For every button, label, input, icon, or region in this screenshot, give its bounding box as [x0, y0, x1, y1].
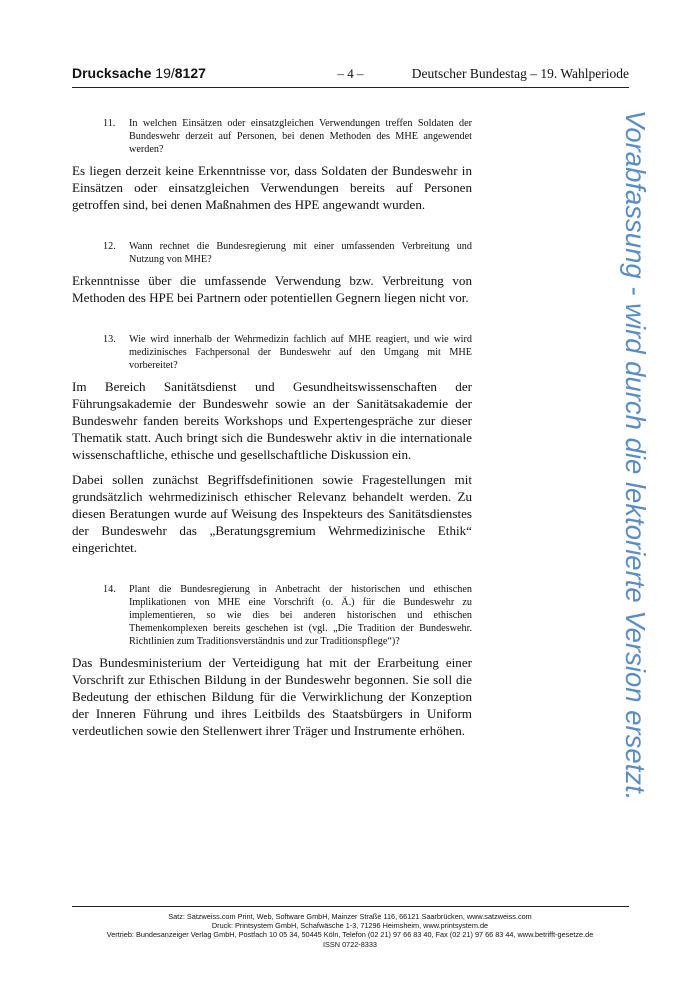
footer-printing: Druck: Printsystem GmbH, Schafwäsche 1-3, 71296 Heimsheim, www.printsystem.de [211, 921, 489, 931]
draft-watermark: Vorabfassung - wird durch die lektorierte Version ersetzt. [620, 110, 651, 801]
question-text: Plant die Bundesregierung in Anbetracht der historischen und ethischen Implikationen von MHE eine Vorschrift (o. Ä.) für die Bundeswehr zu implementieren, so wie dies bei anderen historischen und ethischen Themenkomplexen bereits geschehen ist (vgl. „Die Tradition der Bundeswehr. Richtlinien zum Traditionsverständnis und zur Traditionspflege“)? [129, 584, 472, 647]
footer-issn: ISSN 0722-8333 [323, 939, 377, 949]
question-14 [72, 583, 472, 648]
question-11 [72, 117, 472, 156]
answer-14: Das Bundesministerium der Verteidigung hat mit der Erarbeitung einer Vorschrift zur Ethischen Bildung in der Bundeswehr begonnen. Sie soll die Bedeutung der ethischen Bildung für die Verwirklichung der Konzeption der Inneren Führung und ihres Leitbilds des Staatsbürgers in Uniform verdeutlichen sowie den Stellenwert ihrer Träger und Instrumente erhöhen. [72, 655, 472, 738]
drucksache-label: Drucksache [72, 65, 152, 81]
footer-typesetting: Satz: Satzweiss.com Print, Web, Software GmbH, Mainzer Straße 116, 66121 Saarbrücken, www.satzweiss.com [168, 912, 532, 921]
answer-12: Erkenntnisse über die umfassende Verwendung bzw. Verbreitung von Methoden des HPE bei Partnern oder potentiellen Gegnern liegen nicht vor. [72, 273, 472, 305]
question-number: 11. [103, 118, 116, 129]
publisher: Deutscher Bundestag – 19. Wahlperiode [411, 66, 629, 81]
question-text: In welchen Einsätzen oder einsatzgleichen Verwendungen treffen Soldaten der Bundeswehr derzeit auf Personen, bei denen Methoden des MHE angewendet werden? [129, 118, 472, 155]
page-footer [0, 912, 700, 949]
answer-11: Es liegen derzeit keine Erkenntnisse vor, dass Soldaten der Bundeswehr in Einsätzen oder einsatzgleichen Verwendungen bereits auf Personen getroffen sind, bei denen Maßnahmen des HPE angewandt wurden. [72, 163, 472, 212]
drucksache-id: 8127 [174, 65, 206, 81]
question-number: 13. [103, 334, 116, 345]
question-13 [72, 333, 472, 372]
footer-distribution: Vertrieb: Bundesanzeiger Verlag GmbH, Postfach 10 05 34, 50445 Köln, Telefon (02 21) 97 66 83 40, Fax (02 21) 97 66 83 44, www.betrifft-gesetze.de [106, 930, 594, 940]
question-number: 12. [103, 241, 116, 252]
question-12 [72, 240, 472, 266]
answer-13-paragraph-2: Dabei sollen zunächst Begriffsdefinitionen sowie Fragestellungen mit grundsätzlich wehrmedizinisch ethischer Relevanz behandelt werden. Zu diesen Beratungen wurde auf Weisung des Inspekteurs des Sanitätsdienstes der Bundeswehr das „Beratungsgremium Wehrmedizinische Ethik“ eingerichtet. [72, 472, 472, 555]
drucksache-prefix: 19/ [155, 65, 175, 81]
page-number: – 4 – [337, 66, 364, 81]
page-header [72, 65, 629, 88]
document-body [72, 117, 472, 766]
question-text: Wie wird innerhalb der Wehrmedizin fachlich auf MHE reagiert, und wie wird medizinisches Fachpersonal der Bundeswehr auf den Umgang mit MHE vorbereitet? [129, 334, 472, 371]
footer-divider [72, 906, 629, 907]
question-number: 14. [103, 584, 116, 595]
question-text: Wann rechnet die Bundesregierung mit einer umfassenden Verbreitung und Nutzung von MHE? [129, 241, 472, 265]
answer-13-paragraph-1: Im Bereich Sanitätsdienst und Gesundheitswissenschaften der Führungsakademie der Bundeswehr sowie an der Sanitätsakademie der Bundeswehr fanden bereits Workshops und Expertengespräche zur dieser Thematik statt. Auch bringt sich die Bundeswehr aktiv in die internationale wissenschaftliche, ethische und gesellschaftliche Diskussion ein. [72, 379, 472, 462]
